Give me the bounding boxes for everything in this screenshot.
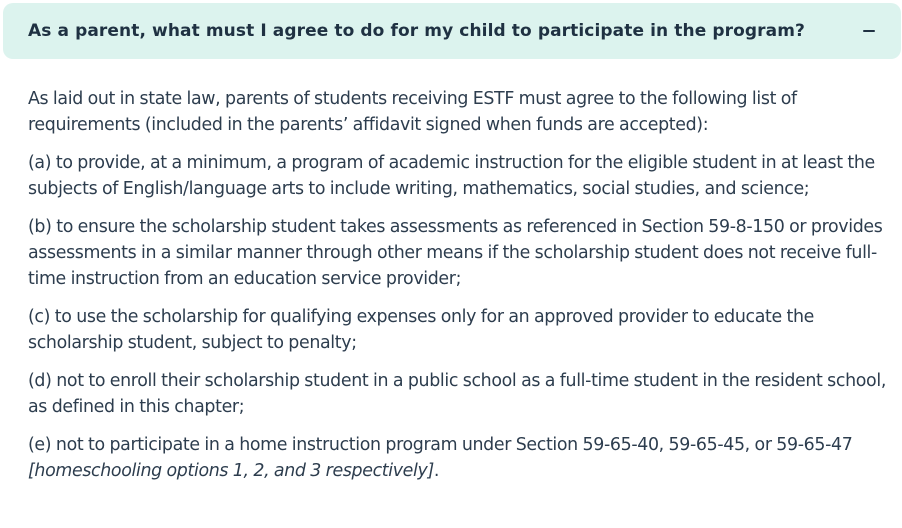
requirement-e-text: (e) not to participate in a home instruction program under Section 59-65-40, 59-65-45, or 59-65-47 [28, 435, 853, 455]
faq-answer [28, 86, 888, 496]
requirement-b: (b) to ensure the scholarship student takes assessments as referenced in Section 59-8-150 or provides assessments in a similar manner through other means if the scholarship student does not receive full-time instruction from an education service provider; [28, 217, 883, 289]
faq-question-text[interactable]: As a parent, what must I agree to do for my child to participate in the program? [28, 21, 805, 41]
requirement-e [28, 432, 888, 484]
requirement-e-end: . [433, 461, 440, 481]
collapse-toggle[interactable] [861, 22, 879, 40]
answer-intro: As laid out in state law, parents of students receiving ESTF must agree to the following list of requirements (included in the parents’ affidavit signed when funds are accepted): [28, 89, 797, 135]
faq-question-header[interactable] [3, 3, 901, 59]
requirement-d: (d) not to enroll their scholarship student in a public school as a full-time student in the resident school, as defined in this chapter; [28, 371, 887, 417]
minus-icon [863, 30, 875, 32]
requirement-e-note: [homeschooling options 1, 2, and 3 respectively] [28, 461, 434, 481]
requirement-a: (a) to provide, at a minimum, a program of academic instruction for the eligible student in at least the subjects of English/language arts to include writing, mathematics, social studies, and science; [28, 153, 875, 199]
requirement-c: (c) to use the scholarship for qualifying expenses only for an approved provider to educate the scholarship student, subject to penalty; [28, 307, 815, 353]
